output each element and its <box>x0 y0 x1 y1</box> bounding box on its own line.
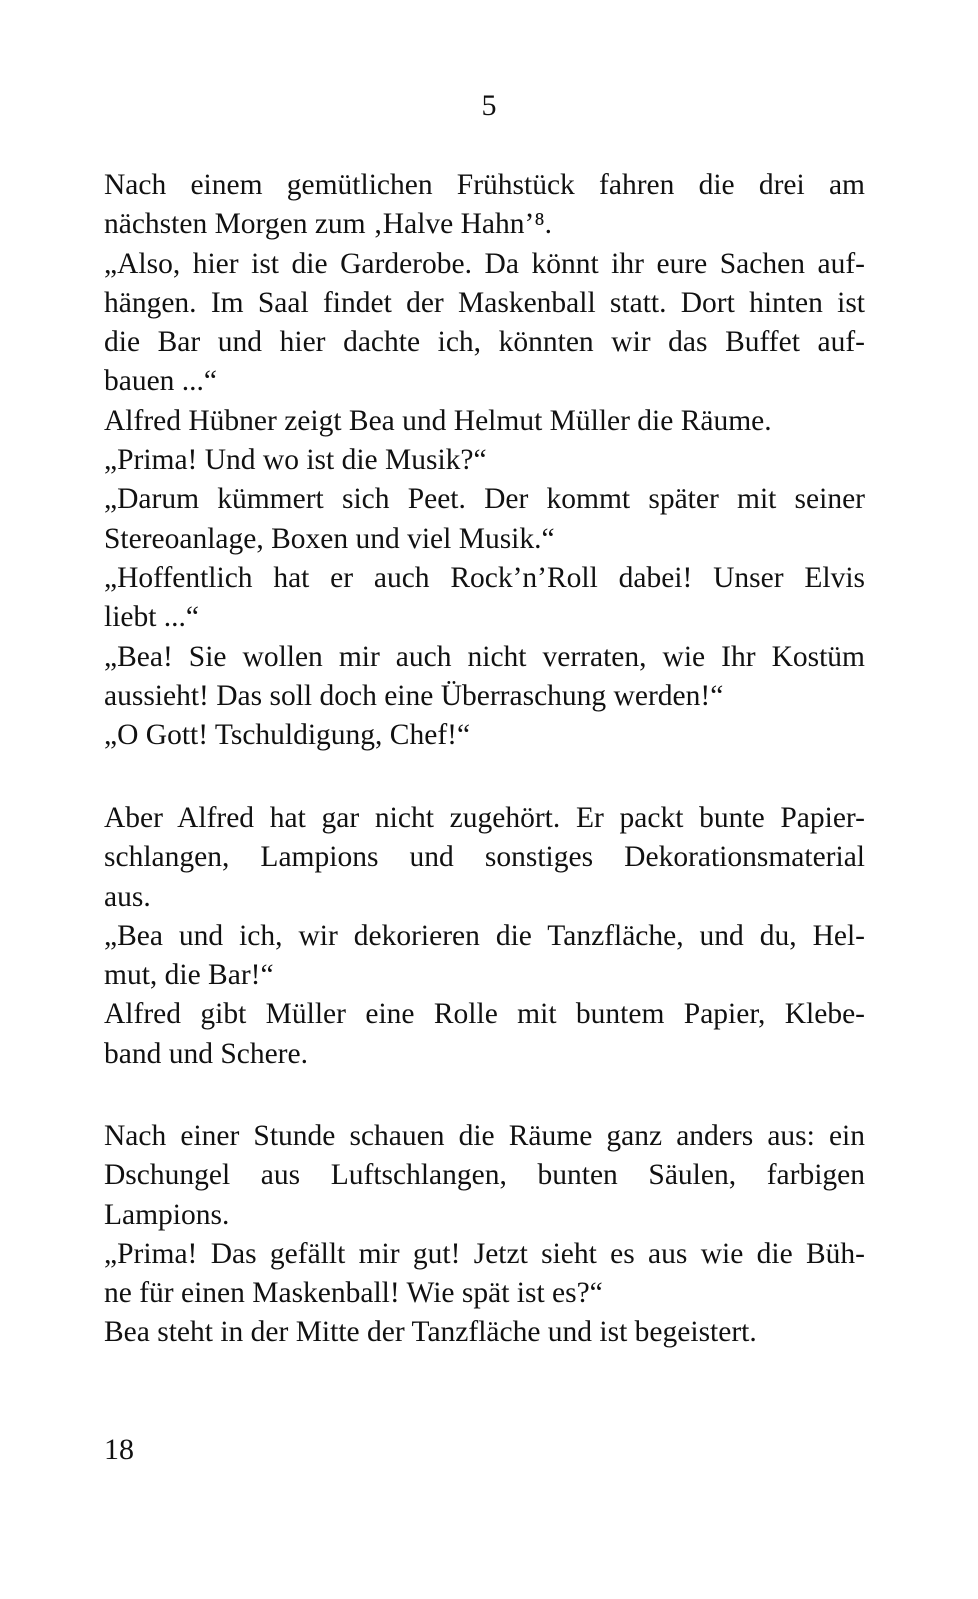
text-line: Stereoanlage, Boxen und viel Musik.“ <box>104 522 555 555</box>
text-line: mut, die Bar!“ <box>104 959 274 992</box>
text-line: schlangen, Lampions und sonstiges Dekorationsmaterial <box>104 841 865 874</box>
text-line: Alfred Hübner zeigt Bea und Helmut Müller die Räume. <box>104 404 772 437</box>
text-line: ne für einen Maskenball! Wie spät ist es?“ <box>104 1277 603 1310</box>
text-line: hängen. Im Saal findet der Maskenball statt. Dort hinten ist <box>104 286 865 319</box>
page-number: 18 <box>104 1433 134 1466</box>
paragraph-1 <box>104 166 865 755</box>
text-line: Nach einer Stunde schauen die Räume ganz anders aus: ein <box>104 1120 865 1152</box>
text-line: nächsten Morgen zum ‚Halve Hahn’⁸. <box>104 208 553 241</box>
paragraph-3 <box>104 1117 865 1353</box>
chapter-number: 5 <box>481 89 497 122</box>
text-line: Dschungel aus Luftschlangen, bunten Säulen, farbigen <box>104 1159 865 1192</box>
text-line: bauen ...“ <box>104 365 218 398</box>
text-line: liebt ...“ <box>104 601 200 634</box>
text-line: „Bea! Sie wollen mir auch nicht verraten, wie Ihr Kostüm <box>104 640 865 673</box>
text-line: Alfred gibt Müller eine Rolle mit buntem Papier, Klebe- <box>104 998 865 1031</box>
text-line: „Prima! Und wo ist die Musik?“ <box>104 444 487 477</box>
paragraph-2 <box>104 799 865 1074</box>
text-line: aus. <box>104 880 151 913</box>
text-line: „Prima! Das gefällt mir gut! Jetzt sieht es aus wie die Büh- <box>104 1237 865 1270</box>
text-line: Bea steht in der Mitte der Tanzfläche und ist begeistert. <box>104 1316 757 1349</box>
text-line: „Darum kümmert sich Peet. Der kommt später mit seiner <box>104 483 865 516</box>
text-line: „Also, hier ist die Garderobe. Da könnt ihr eure Sachen auf- <box>104 247 865 280</box>
text-line: „Hoffentlich hat er auch Rock’n’Roll dabei! Unser Elvis <box>104 561 865 594</box>
text-line: Lampions. <box>104 1198 230 1231</box>
text-line: aussieht! Das soll doch eine Überraschung werden!“ <box>104 679 724 712</box>
text-line: Nach einem gemütlichen Frühstück fahren die drei am <box>104 169 865 201</box>
text-line: „O Gott! Tschuldigung, Chef!“ <box>104 719 471 752</box>
text-line: „Bea und ich, wir dekorieren die Tanzfläche, und du, Hel- <box>104 919 865 952</box>
text-line: band und Schere. <box>104 1037 308 1070</box>
text-line: die Bar und hier dachte ich, könnten wir das Buffet auf- <box>104 326 865 359</box>
text-line: Aber Alfred hat gar nicht zugehört. Er packt bunte Papier- <box>104 802 865 834</box>
